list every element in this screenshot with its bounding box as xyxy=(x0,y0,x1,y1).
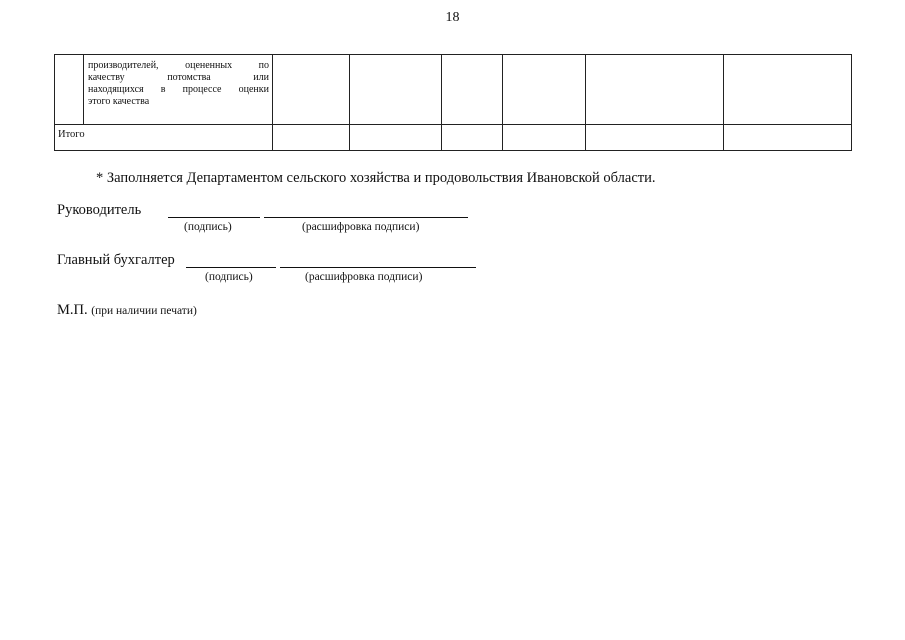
stamp-placeholder xyxy=(57,302,197,319)
stamp-note: (при наличии печати) xyxy=(91,305,197,317)
table-row xyxy=(55,55,852,125)
table-cell xyxy=(724,125,852,151)
description-line: этого качества xyxy=(88,96,150,107)
total-label: Итого xyxy=(58,129,85,140)
director-decoding-hint: (расшифровка подписи) xyxy=(302,221,420,233)
table-cell xyxy=(724,55,852,125)
table-cell xyxy=(350,55,442,125)
director-signature-hint: (подпись) xyxy=(184,221,232,233)
table-cell xyxy=(586,125,724,151)
table-cell-number xyxy=(55,55,84,125)
table-cell xyxy=(503,125,586,151)
table-cell xyxy=(503,55,586,125)
table-cell xyxy=(350,125,442,151)
description-line: производителей, оцененных по xyxy=(88,60,269,71)
description-line: качеству потомства или xyxy=(88,72,269,83)
data-table xyxy=(54,54,852,151)
director-decoding-line xyxy=(264,217,468,218)
accountant-signature-line xyxy=(186,267,276,268)
accountant-decoding-line xyxy=(280,267,476,268)
accountant-decoding-hint: (расшифровка подписи) xyxy=(305,271,423,283)
director-signature-line xyxy=(168,217,260,218)
footnote: * Заполняется Департаментом сельского хозяйства и продовольствия Ивановской области. xyxy=(96,170,656,186)
table-cell-description xyxy=(84,55,273,125)
table-cell xyxy=(442,55,503,125)
table-cell xyxy=(273,55,350,125)
accountant-signature-hint: (подпись) xyxy=(205,271,253,283)
table-cell xyxy=(586,55,724,125)
description-line: находящихся в процессе оценки xyxy=(88,84,269,95)
director-label: Руководитель xyxy=(57,202,142,218)
table-row-total xyxy=(55,125,852,151)
table-cell xyxy=(442,125,503,151)
stamp-label: М.П. xyxy=(57,302,88,318)
page-number: 18 xyxy=(445,10,460,25)
accountant-label: Главный бухгалтер xyxy=(57,252,175,268)
total-label-cell xyxy=(55,125,273,151)
table-cell xyxy=(273,125,350,151)
